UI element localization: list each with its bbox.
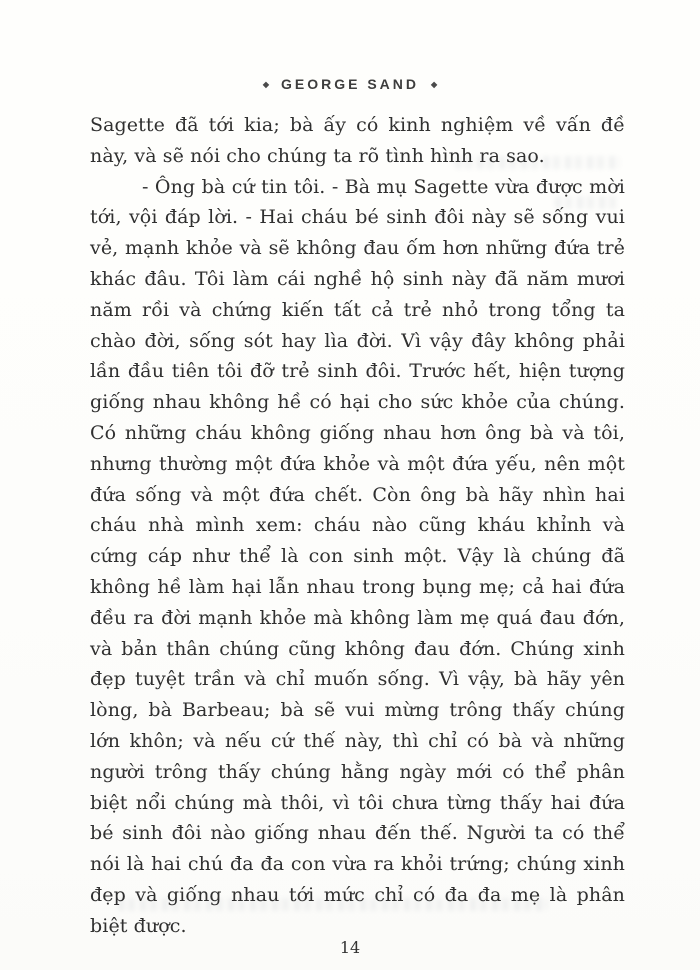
header-title: GEORGE SAND [280,76,419,92]
page-number: 14 [339,938,361,957]
running-header [0,76,700,92]
paragraph: - Ông bà cứ tin tôi. - Bà mụ Sagette vừa được mời tới, vội đáp lời. - Hai cháu bé sinh đôi này sẽ sống vui vẻ, mạnh khỏe và sẽ không đau ốm hơn những đứa trẻ khác đâu. Tôi làm cái nghề hộ sinh này đã năm mươi năm rồi và chứng kiến tất cả trẻ nhỏ trong tổng ta chào đời, sống sót hay lìa đời. Vì vậy đây không phải lần đầu tiên tôi đỡ trẻ sinh đôi. Trước hết, hiện tượng giống nhau không hề có hại cho sức khỏe của chúng. Có những cháu không giống nhau hơn ông bà và tôi, nhưng thường một đứa khỏe và một đứa yếu, nên một đứa sống và một đứa chết. Còn ông bà hãy nhìn hai cháu nhà mình xem: cháu nào cũng kháu khỉnh và cứng cáp như thể là con sinh một. Vậy là chúng đã không hề làm hại lẫn nhau trong bụng mẹ; cả hai đứa đều ra đời mạnh khỏe mà không làm mẹ quá đau đớn, và bản thân chúng cũng không đau đớn. Chúng xinh đẹp tuyệt trần và chỉ muốn sống. Vì vậy, bà hãy yên lòng, bà Barbeau; bà sẽ vui mừng trông thấy chúng lớn khôn; và nếu cứ thế này, thì chỉ có bà và những người trông thấy chúng hằng ngày mới có thể phân biệt nổi chúng mà thôi, vì tôi chưa từng thấy hai đứa bé sinh đôi nào giống nhau đến thế. Người ta có thể nói là hai chú đa đa con vừa ra khỏi trứng; chúng xinh đẹp và giống nhau tới mức chỉ có đa đa mẹ là phân biệt được. [90,175,625,937]
header-ornament-left-icon: ◆ [262,80,269,89]
page-body [90,110,625,942]
header-ornament-right-icon: ◆ [431,80,438,89]
paragraph: Sagette đã tới kia; bà ấy có kinh nghiệm về vấn đề này, và sẽ nói cho chúng ta rõ tình hình ra sao. [90,114,625,167]
